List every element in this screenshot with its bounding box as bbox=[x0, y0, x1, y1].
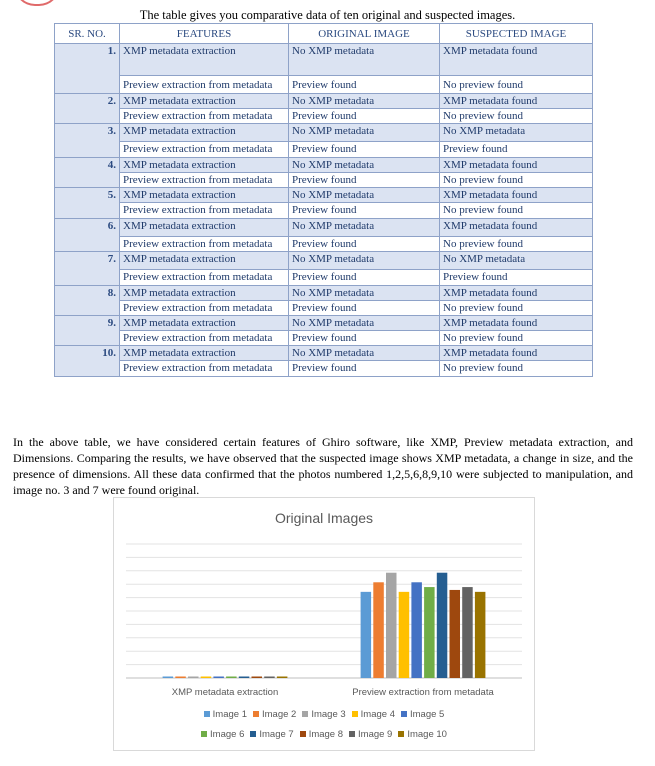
feature-cell: XMP metadata extraction bbox=[120, 219, 289, 237]
table-row bbox=[55, 203, 593, 219]
feature-cell: Preview extraction from metadata bbox=[120, 331, 289, 346]
comparison-table bbox=[54, 23, 593, 377]
bar-image-1-xmp bbox=[163, 677, 174, 679]
feature-cell: XMP metadata extraction bbox=[120, 316, 289, 331]
bar-image-8-xmp bbox=[252, 677, 263, 679]
bar-image-4-xmp bbox=[201, 677, 212, 679]
table-row bbox=[55, 286, 593, 301]
original-cell: No XMP metadata bbox=[289, 94, 440, 109]
suspected-cell: No preview found bbox=[440, 76, 593, 94]
legend-item bbox=[201, 729, 244, 740]
header-features: FEATURES bbox=[120, 24, 289, 44]
legend-label: Image 3 bbox=[311, 709, 346, 720]
feature-cell: XMP metadata extraction bbox=[120, 346, 289, 361]
feature-cell: XMP metadata extraction bbox=[120, 286, 289, 301]
table-row bbox=[55, 94, 593, 109]
legend-label: Image 5 bbox=[409, 709, 445, 720]
original-cell: No XMP metadata bbox=[289, 124, 440, 142]
feature-cell: XMP metadata extraction bbox=[120, 252, 289, 270]
original-cell: No XMP metadata bbox=[289, 346, 440, 361]
legend-swatch bbox=[253, 711, 259, 717]
legend-item bbox=[352, 709, 395, 720]
table-row bbox=[55, 219, 593, 237]
corner-logo bbox=[14, 0, 60, 6]
legend-item bbox=[398, 729, 447, 740]
legend-swatch bbox=[352, 711, 358, 717]
original-cell: Preview found bbox=[289, 109, 440, 124]
bar-image-3-xmp bbox=[188, 677, 199, 679]
legend-label: Image 10 bbox=[407, 729, 447, 740]
bar-image-1-preview bbox=[361, 592, 372, 678]
sr-no-cell: 8. bbox=[55, 286, 120, 316]
bar-image-2-xmp bbox=[175, 677, 186, 679]
suspected-cell: Preview found bbox=[440, 270, 593, 286]
feature-cell: XMP metadata extraction bbox=[120, 158, 289, 173]
legend-swatch bbox=[204, 711, 210, 717]
bar-image-8-preview bbox=[450, 590, 461, 678]
sr-no-cell: 10. bbox=[55, 346, 120, 377]
bar-image-4-preview bbox=[399, 592, 410, 678]
analysis-paragraph: In the above table, we have considered certain features of Ghiro software, like XMP, Preview metadata extraction, and Dimensions. Comparing the results, we have observed that the suspected image shows XMP metadata, a change in size, and the presence of dimensions. All these data confirmed that the photos numbered 1,2,5,6,8,9,10 were subjected to manipulation, and image no. 3 and 7 were found original. bbox=[13, 435, 633, 497]
table-row bbox=[55, 124, 593, 142]
bar-image-9-preview bbox=[462, 587, 473, 678]
feature-cell: XMP metadata extraction bbox=[120, 44, 289, 76]
suspected-cell: No preview found bbox=[440, 361, 593, 377]
header-original-image: ORIGINAL IMAGE bbox=[289, 24, 440, 44]
table-row bbox=[55, 270, 593, 286]
legend-swatch bbox=[302, 711, 308, 717]
chart-title: Original Images bbox=[274, 510, 374, 526]
original-cell: Preview found bbox=[289, 270, 440, 286]
legend-item bbox=[253, 709, 296, 720]
chart-container bbox=[113, 497, 535, 751]
legend-item bbox=[204, 709, 247, 720]
suspected-cell: No preview found bbox=[440, 109, 593, 124]
feature-cell: XMP metadata extraction bbox=[120, 188, 289, 203]
legend-label: Image 2 bbox=[262, 709, 297, 720]
original-cell: Preview found bbox=[289, 361, 440, 377]
sr-no-cell: 5. bbox=[55, 188, 120, 219]
feature-cell: Preview extraction from metadata bbox=[120, 142, 289, 158]
feature-cell: XMP metadata extraction bbox=[120, 124, 289, 142]
sr-no-cell: 1. bbox=[55, 44, 120, 94]
legend-label: Image 8 bbox=[308, 729, 344, 740]
feature-cell: Preview extraction from metadata bbox=[120, 270, 289, 286]
suspected-cell: No preview found bbox=[440, 173, 593, 188]
bar-image-2-preview bbox=[373, 582, 384, 678]
bar-chart bbox=[114, 498, 534, 698]
feature-cell: Preview extraction from metadata bbox=[120, 237, 289, 252]
original-cell: No XMP metadata bbox=[289, 158, 440, 173]
legend-swatch bbox=[398, 731, 404, 737]
suspected-cell: Preview found bbox=[440, 142, 593, 158]
original-cell: No XMP metadata bbox=[289, 219, 440, 237]
table-row bbox=[55, 188, 593, 203]
feature-cell: Preview extraction from metadata bbox=[120, 76, 289, 94]
suspected-cell: No preview found bbox=[440, 237, 593, 252]
legend-row-2 bbox=[114, 729, 534, 740]
x-tick-label: Preview extraction from metadata bbox=[352, 687, 494, 698]
legend-label: Image 6 bbox=[210, 729, 245, 740]
original-cell: Preview found bbox=[289, 237, 440, 252]
bar-image-3-preview bbox=[386, 573, 397, 678]
bar-image-5-xmp bbox=[213, 677, 224, 679]
suspected-cell: XMP metadata found bbox=[440, 44, 593, 76]
legend-item bbox=[250, 729, 293, 740]
suspected-cell: XMP metadata found bbox=[440, 286, 593, 301]
table-row bbox=[55, 252, 593, 270]
suspected-cell: No preview found bbox=[440, 331, 593, 346]
bar-image-10-preview bbox=[475, 592, 486, 678]
suspected-cell: No preview found bbox=[440, 203, 593, 219]
sr-no-cell: 9. bbox=[55, 316, 120, 346]
original-cell: Preview found bbox=[289, 203, 440, 219]
legend-label: Image 7 bbox=[259, 729, 294, 740]
legend-swatch bbox=[401, 711, 407, 717]
legend-label: Image 1 bbox=[212, 709, 247, 720]
bar-image-10-xmp bbox=[277, 677, 288, 679]
original-cell: Preview found bbox=[289, 76, 440, 94]
table-row bbox=[55, 301, 593, 316]
feature-cell: XMP metadata extraction bbox=[120, 94, 289, 109]
bar-image-7-xmp bbox=[239, 677, 250, 679]
bar-image-6-preview bbox=[424, 587, 435, 678]
bar-image-6-xmp bbox=[226, 677, 237, 679]
feature-cell: Preview extraction from metadata bbox=[120, 173, 289, 188]
original-cell: Preview found bbox=[289, 331, 440, 346]
legend-swatch bbox=[201, 731, 207, 737]
original-cell: No XMP metadata bbox=[289, 316, 440, 331]
original-cell: Preview found bbox=[289, 301, 440, 316]
original-cell: No XMP metadata bbox=[289, 188, 440, 203]
suspected-cell: No preview found bbox=[440, 301, 593, 316]
suspected-cell: XMP metadata found bbox=[440, 316, 593, 331]
bar-image-9-xmp bbox=[264, 677, 275, 679]
original-cell: Preview found bbox=[289, 142, 440, 158]
original-cell: No XMP metadata bbox=[289, 252, 440, 270]
legend-label: Image 4 bbox=[360, 709, 395, 720]
table-row bbox=[55, 44, 593, 76]
table-row bbox=[55, 173, 593, 188]
legend-item bbox=[302, 709, 345, 720]
bar-image-5-preview bbox=[411, 582, 422, 678]
legend-row-1 bbox=[114, 709, 534, 720]
feature-cell: Preview extraction from metadata bbox=[120, 109, 289, 124]
table-caption: The table gives you comparative data of ten original and suspected images. bbox=[139, 8, 516, 22]
table-row bbox=[55, 142, 593, 158]
feature-cell: Preview extraction from metadata bbox=[120, 301, 289, 316]
legend-swatch bbox=[300, 731, 306, 737]
original-cell: No XMP metadata bbox=[289, 286, 440, 301]
table-row bbox=[55, 361, 593, 377]
header-suspected-image: SUSPECTED IMAGE bbox=[440, 24, 593, 44]
table-row bbox=[55, 109, 593, 124]
table-row bbox=[55, 331, 593, 346]
legend-swatch bbox=[349, 731, 355, 737]
sr-no-cell: 3. bbox=[55, 124, 120, 158]
sr-no-cell: 6. bbox=[55, 219, 120, 252]
table-row bbox=[55, 237, 593, 252]
table-row bbox=[55, 346, 593, 361]
legend-item bbox=[300, 729, 343, 740]
suspected-cell: XMP metadata found bbox=[440, 188, 593, 203]
legend-label: Image 9 bbox=[358, 729, 393, 740]
table-row bbox=[55, 76, 593, 94]
suspected-cell: No XMP metadata bbox=[440, 124, 593, 142]
legend-item bbox=[349, 729, 392, 740]
sr-no-cell: 2. bbox=[55, 94, 120, 124]
feature-cell: Preview extraction from metadata bbox=[120, 203, 289, 219]
suspected-cell: XMP metadata found bbox=[440, 219, 593, 237]
suspected-cell: No XMP metadata bbox=[440, 252, 593, 270]
table-row bbox=[55, 158, 593, 173]
bar-image-7-preview bbox=[437, 573, 448, 678]
header-sr-no: SR. NO. bbox=[55, 24, 120, 44]
x-tick-label: XMP metadata extraction bbox=[171, 687, 279, 698]
suspected-cell: XMP metadata found bbox=[440, 158, 593, 173]
feature-cell: Preview extraction from metadata bbox=[120, 361, 289, 377]
table-header-row bbox=[55, 24, 593, 44]
suspected-cell: XMP metadata found bbox=[440, 346, 593, 361]
legend-swatch bbox=[250, 731, 256, 737]
legend-item bbox=[401, 709, 444, 720]
sr-no-cell: 4. bbox=[55, 158, 120, 188]
original-cell: No XMP metadata bbox=[289, 44, 440, 76]
suspected-cell: XMP metadata found bbox=[440, 94, 593, 109]
sr-no-cell: 7. bbox=[55, 252, 120, 286]
table-row bbox=[55, 316, 593, 331]
original-cell: Preview found bbox=[289, 173, 440, 188]
